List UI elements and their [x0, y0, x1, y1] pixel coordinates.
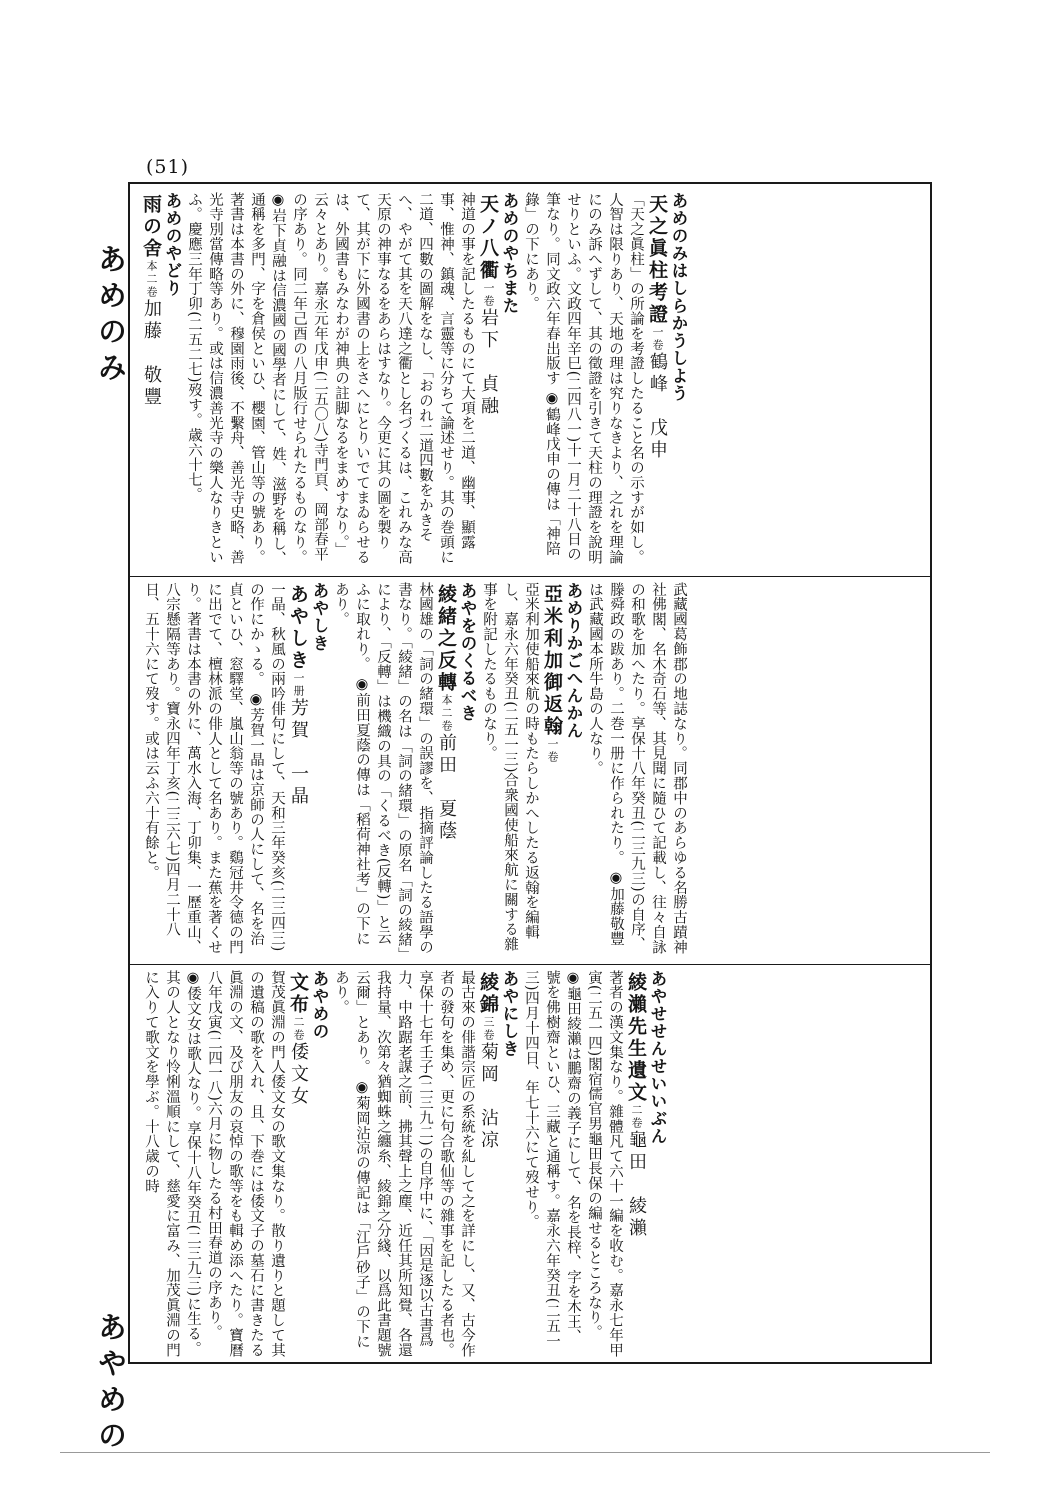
entry-title: 綾錦	[477, 972, 499, 1016]
entry-title: 綾緒之反轉	[435, 584, 457, 694]
entry-volumes: 一卷	[651, 326, 664, 352]
dictionary-entry	[140, 970, 330, 1358]
entry-author: 岩下 貞融	[478, 308, 499, 418]
entry-title: 天之眞柱考證	[646, 194, 668, 326]
entry-volumes: 一卷	[546, 738, 559, 764]
entry-body: 最古來の俳諧宗匠の系統を糺して之を詳にし、又、古今作者の發句を集め、更に句合歌仙等の雜事を記したる者也。享保十七年壬子(二三九二)の自序中に、「因是逐以古書爲力、中路踞老謀之前、拂其聲上之塵、近任其所知覺、各還我持量、次第々猶蜘蛛之纏糸、綾錦之分綫、以爲此書題號云爾」とあり。 ◉菊岡沾凉の傳記は「江戶砂子」の下にあり。	[333, 970, 475, 1358]
dictionary-entry	[330, 582, 478, 958]
dictionary-entry	[520, 970, 668, 1358]
entry-title-line	[625, 972, 647, 1356]
page-number: (51)	[146, 156, 190, 178]
dictionary-entry	[140, 192, 183, 570]
entry-reading: あやしき	[310, 582, 329, 652]
entry-body: 林國雄の「詞の緒環」の誤謬を、指摘評論したる語學の書なり。「綾緒」の名は「詞の緒環」の原名「詞の綾緒」により、「反轉」は機織の具の「くるべき(反轉)」と云ふに取れり。 ◉前田夏蔭の傳は「稻荷神社考」の下にあり。	[333, 582, 433, 955]
entry-body: 武藏國葛飾郡の地誌なり。同郡中のあらゆる名勝古蹟神社佛閣、名木奇石等、其見聞に隨ひて記載し、往々自詠の和歌を加へたり。享保十八年癸丑(二三九三)の自序、滕舜政の跋あり。二巻一册に作られたり。 ◉加藤敬豐は武藏國本所牛島の人なり。	[587, 582, 687, 955]
section-top	[140, 192, 924, 570]
entry-title: 雨の舍	[140, 194, 162, 260]
entry-volumes: 三卷	[482, 1016, 495, 1042]
running-head-left-top: あめのみ	[94, 244, 128, 388]
entry-body: 一晶、秋風の兩吟俳句にして、天和三年癸亥(二三四三)の作にかゝる。 ◉芳賀一晶は京師の人にして、名を治貞といひ、窓驛堂、嵐山翁等の號あり。鷄冠井令德の門に出でて、檀林派の俳人として名あり。また蕉を著くせり。著書は本書の外に、萬水入海、丁卯集、一歷重山、八宗懸隔等あり。寶永四年丁亥(二三六七)四月二十八日、五十六にて歿す。或は云ふ六十有餘と。	[143, 582, 285, 955]
entry-title-line	[140, 194, 162, 568]
entry-author: 倭文女	[288, 1042, 309, 1108]
dictionary-entry	[478, 582, 584, 958]
entry-author: 菊岡 沾凉	[478, 1042, 499, 1152]
entry-reading: あやにしき	[500, 970, 519, 1058]
entry-volumes: 本二卷	[145, 260, 158, 299]
entry-reading: あめのやどり	[163, 192, 182, 297]
entry-volumes: 一册	[292, 672, 305, 698]
entry-body: 亞米利加使船來航の時もたらしかへしたる返翰を編輯し、嘉永六年癸丑(二五一三)合衆國使船來航に關する雜事を附記したるものなり。	[481, 582, 539, 952]
dictionary-entry	[330, 970, 520, 1358]
entry-author: 加藤 敬豐	[141, 299, 162, 409]
entry-title-line	[287, 972, 309, 1356]
entry-volumes: 一卷	[482, 282, 495, 308]
entry-author: 芳賀 一晶	[288, 698, 309, 808]
entry-reading: あやめの	[310, 970, 329, 1040]
entry-reading: あめのやちまた	[500, 192, 519, 315]
entry-title: 綾瀨先生遺文	[625, 972, 647, 1104]
entry-reading: あやせせんせいいぶん	[648, 970, 667, 1145]
entry-volumes: 本二卷	[440, 694, 453, 733]
entry-body: 「天之眞柱」の所論を考證したること名の示すが如し。人智は限りあり、天地の理は究りなきより、之れを理論にのみ訴へずして、其の徵證を引きて天柱の理證を說明せりといふ。文政四年辛巳(二四八一)十一月二十八日の筆なり。同文政六年春出版す ◉鶴峰戊申の傳は「神陪錄」の下にあり。	[523, 192, 644, 565]
dictionary-entry	[584, 582, 689, 958]
dictionary-entry	[183, 192, 520, 570]
entry-reading: あめのみはしらかうしよう	[669, 192, 688, 402]
entry-title-line	[435, 584, 457, 956]
entry-title: 文布	[287, 972, 309, 1016]
section-top-text	[140, 192, 689, 570]
entry-author: 龜田 綾瀨	[626, 1130, 647, 1240]
entry-title-line	[287, 584, 309, 956]
entry-title-line	[646, 194, 668, 568]
section-divider-upper	[128, 576, 932, 577]
dictionary-entry	[140, 582, 330, 958]
section-bottom-text	[140, 970, 668, 1358]
entry-reading: あやをのくるべき	[458, 582, 477, 722]
entry-author: 鶴峰 戊申	[647, 352, 668, 462]
entry-author: 前田 夏蔭	[436, 733, 457, 843]
entry-volumes: 二卷	[292, 1016, 305, 1042]
entry-title: 天ノ八衢	[477, 194, 499, 282]
entry-body: 著者の漢文集なり。雜體凡て六十一編を收む。嘉永七年甲寅(二五一四)閣宿儒官男龜田長保の編せるところなり。 ◉龜田綾瀨は鵬齋の義子にして、名を長梓、字を木王、號を佛樹齋といひ、三藏と通稱す。嘉永六年癸丑(二五一三)四月十四日、年七十六にて歿せり。	[523, 970, 623, 1358]
section-middle-text	[140, 582, 689, 958]
running-head-left-bottom: あやめの	[94, 1312, 128, 1456]
entry-title: あやしき	[287, 584, 309, 672]
entry-title: 亞米利加御返翰	[541, 584, 563, 738]
entry-title-line	[477, 972, 499, 1356]
section-middle	[140, 582, 924, 958]
entry-body: 賀茂眞淵の門人倭文女の歌文集なり。散り遺りと題して其の遺稿の歌を入れ、且、下巻には倭文子の墓石に書きたる眞淵の文、及び朋友の哀悼の歌等をも輯め添へたり。寶曆八年戊寅(二四一八)六月に物したる村田春道の序あり。 ◉倭文女は歌人なり。享保十八年癸丑(二三九三)に生る。其の人となり怜悧溫順にして、慈愛に富み、加茂眞淵の門に入りて歌文を學ぶ。十八歳の時	[143, 970, 285, 1358]
section-bottom	[140, 970, 924, 1358]
entry-body: 神道の事を記したるものにて大項を二道、幽事、顯露事、惟神、鎮魂、言靈等に分ちて論述せり。其の巻頭に二道、四數の圖解をなし、「おのれ二道四數をかきそへ、やがて其を天八達之衢とし名づくるは、これみな高天原の神事なるをあらはすなり。今更に其の圖を製りて、其が下に外國書の上をさへにとりいでてまゐらせるは、外國書もみなわが神典の註脚なるをまめすなり。」云々とあり。嘉永元年戊申(二五〇八)寺門頁、岡部春平の序あり。同二年己酉の八月版行せられたるものなり。 ◉岩下貞融は信濃國の國學者にして、姓、滋野を稱し、通稱を多門、字を倉侯といひ、櫻園、管山等の號あり。著書は本書の外に、穆園雨後、不繫舟、善光寺史略、善光寺別當傳略等あり。或は信濃善光寺の樂人なりきといふ。慶應三年丁卯(二五二七)歿す。歳六十七。	[186, 192, 475, 566]
footer-rule	[60, 1452, 990, 1453]
entry-title-line	[477, 194, 499, 568]
dictionary-entry	[520, 192, 689, 570]
entry-title-line	[541, 584, 563, 956]
entry-reading: あめりかごへんかん	[564, 582, 583, 740]
section-divider-lower	[128, 964, 932, 965]
entry-volumes: 二卷	[630, 1104, 643, 1130]
